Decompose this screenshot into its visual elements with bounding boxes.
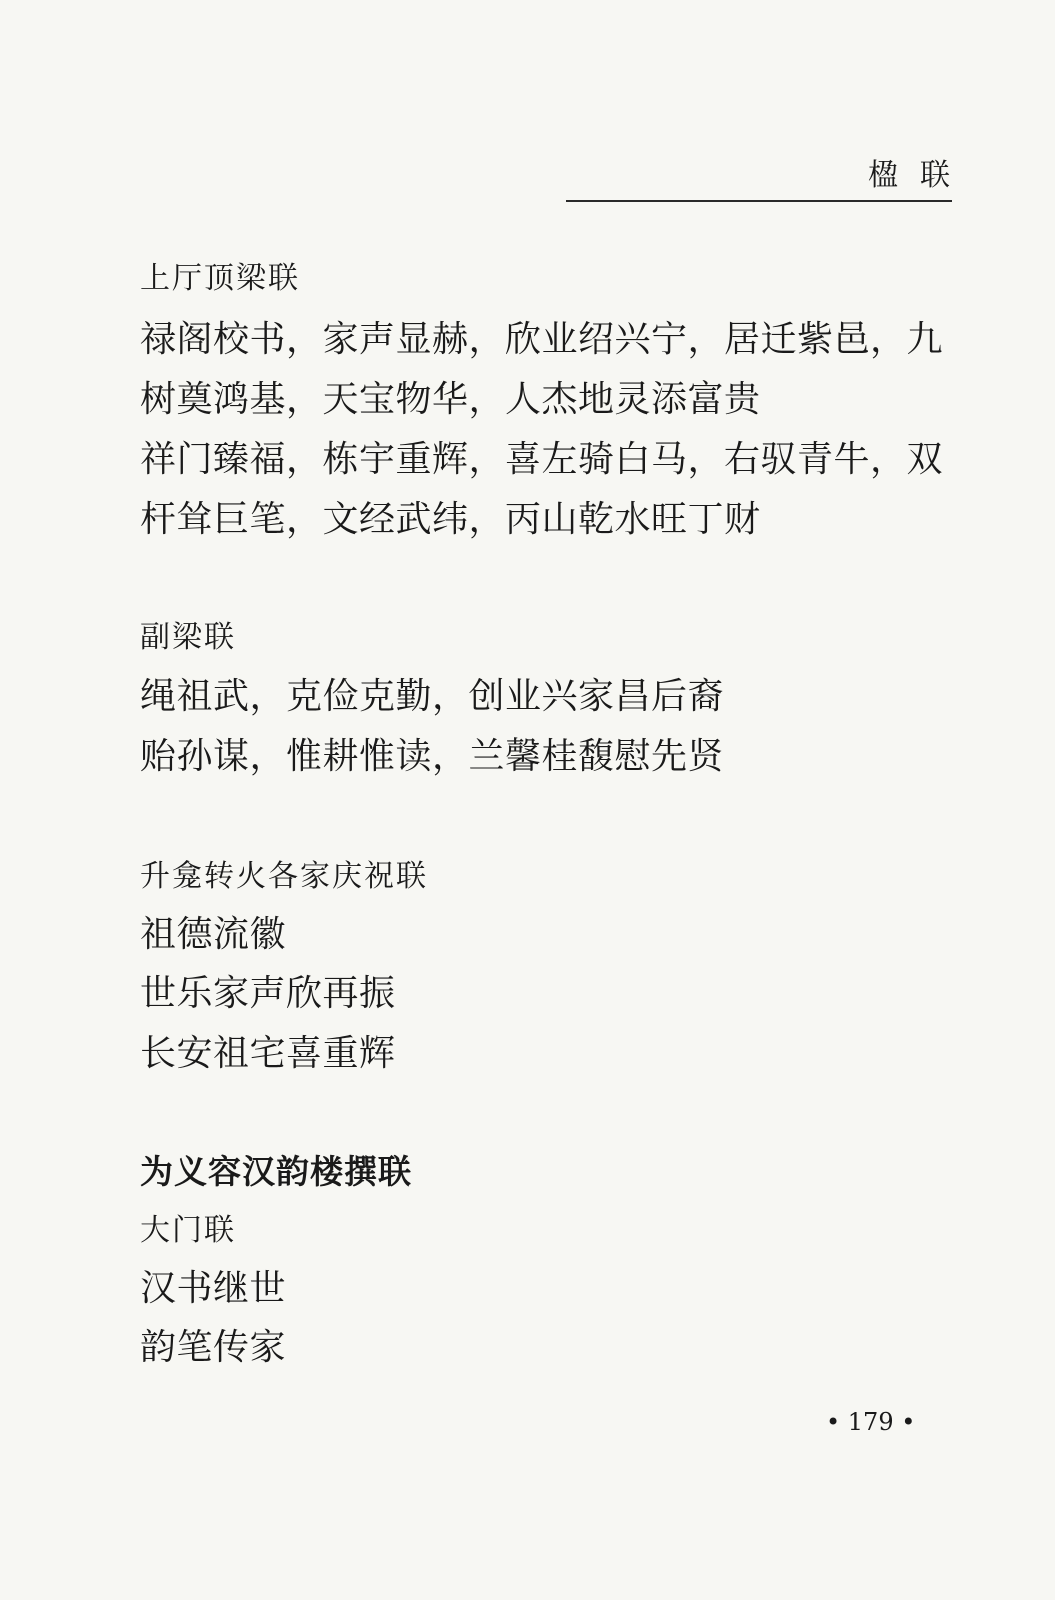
couplet-line: 祥门臻福，栋宇重辉，喜左骑白马，右驭青牛，双 xyxy=(140,439,944,480)
couplet-line: 祖德流徽 xyxy=(140,914,287,955)
couplet-line: 杆耸巨笔，文经武纬，丙山乾水旺丁财 xyxy=(140,499,761,540)
section-heading: 上厅顶梁联 xyxy=(140,261,300,296)
section-heading: 升龛转火各家庆祝联 xyxy=(140,859,428,894)
couplet-line: 树奠鸿基，天宝物华，人杰地灵添富贵 xyxy=(140,379,761,420)
running-head xyxy=(566,158,972,202)
section-title: 为义容汉韵楼撰联 xyxy=(140,1152,412,1191)
couplet-line: 贻孙谋，惟耕惟读，兰馨桂馥慰先贤 xyxy=(140,736,725,777)
couplet-line: 绳祖武，克俭克勤，创业兴家昌后裔 xyxy=(140,676,725,717)
couplet-line: 韵笔传家 xyxy=(140,1327,287,1368)
running-head-title: 楹联 xyxy=(868,158,972,193)
couplet-line: 长安祖宅喜重辉 xyxy=(140,1033,396,1074)
couplet-line: 禄阁校书，家声显赫，欣业绍兴宁，居迁紫邑，九 xyxy=(140,319,944,360)
section-heading: 大门联 xyxy=(140,1213,236,1248)
page-number: • 179 • xyxy=(826,1408,916,1436)
couplet-line: 世乐家声欣再振 xyxy=(140,973,396,1014)
section-heading: 副梁联 xyxy=(140,620,236,655)
couplet-line: 汉书继世 xyxy=(140,1268,287,1309)
